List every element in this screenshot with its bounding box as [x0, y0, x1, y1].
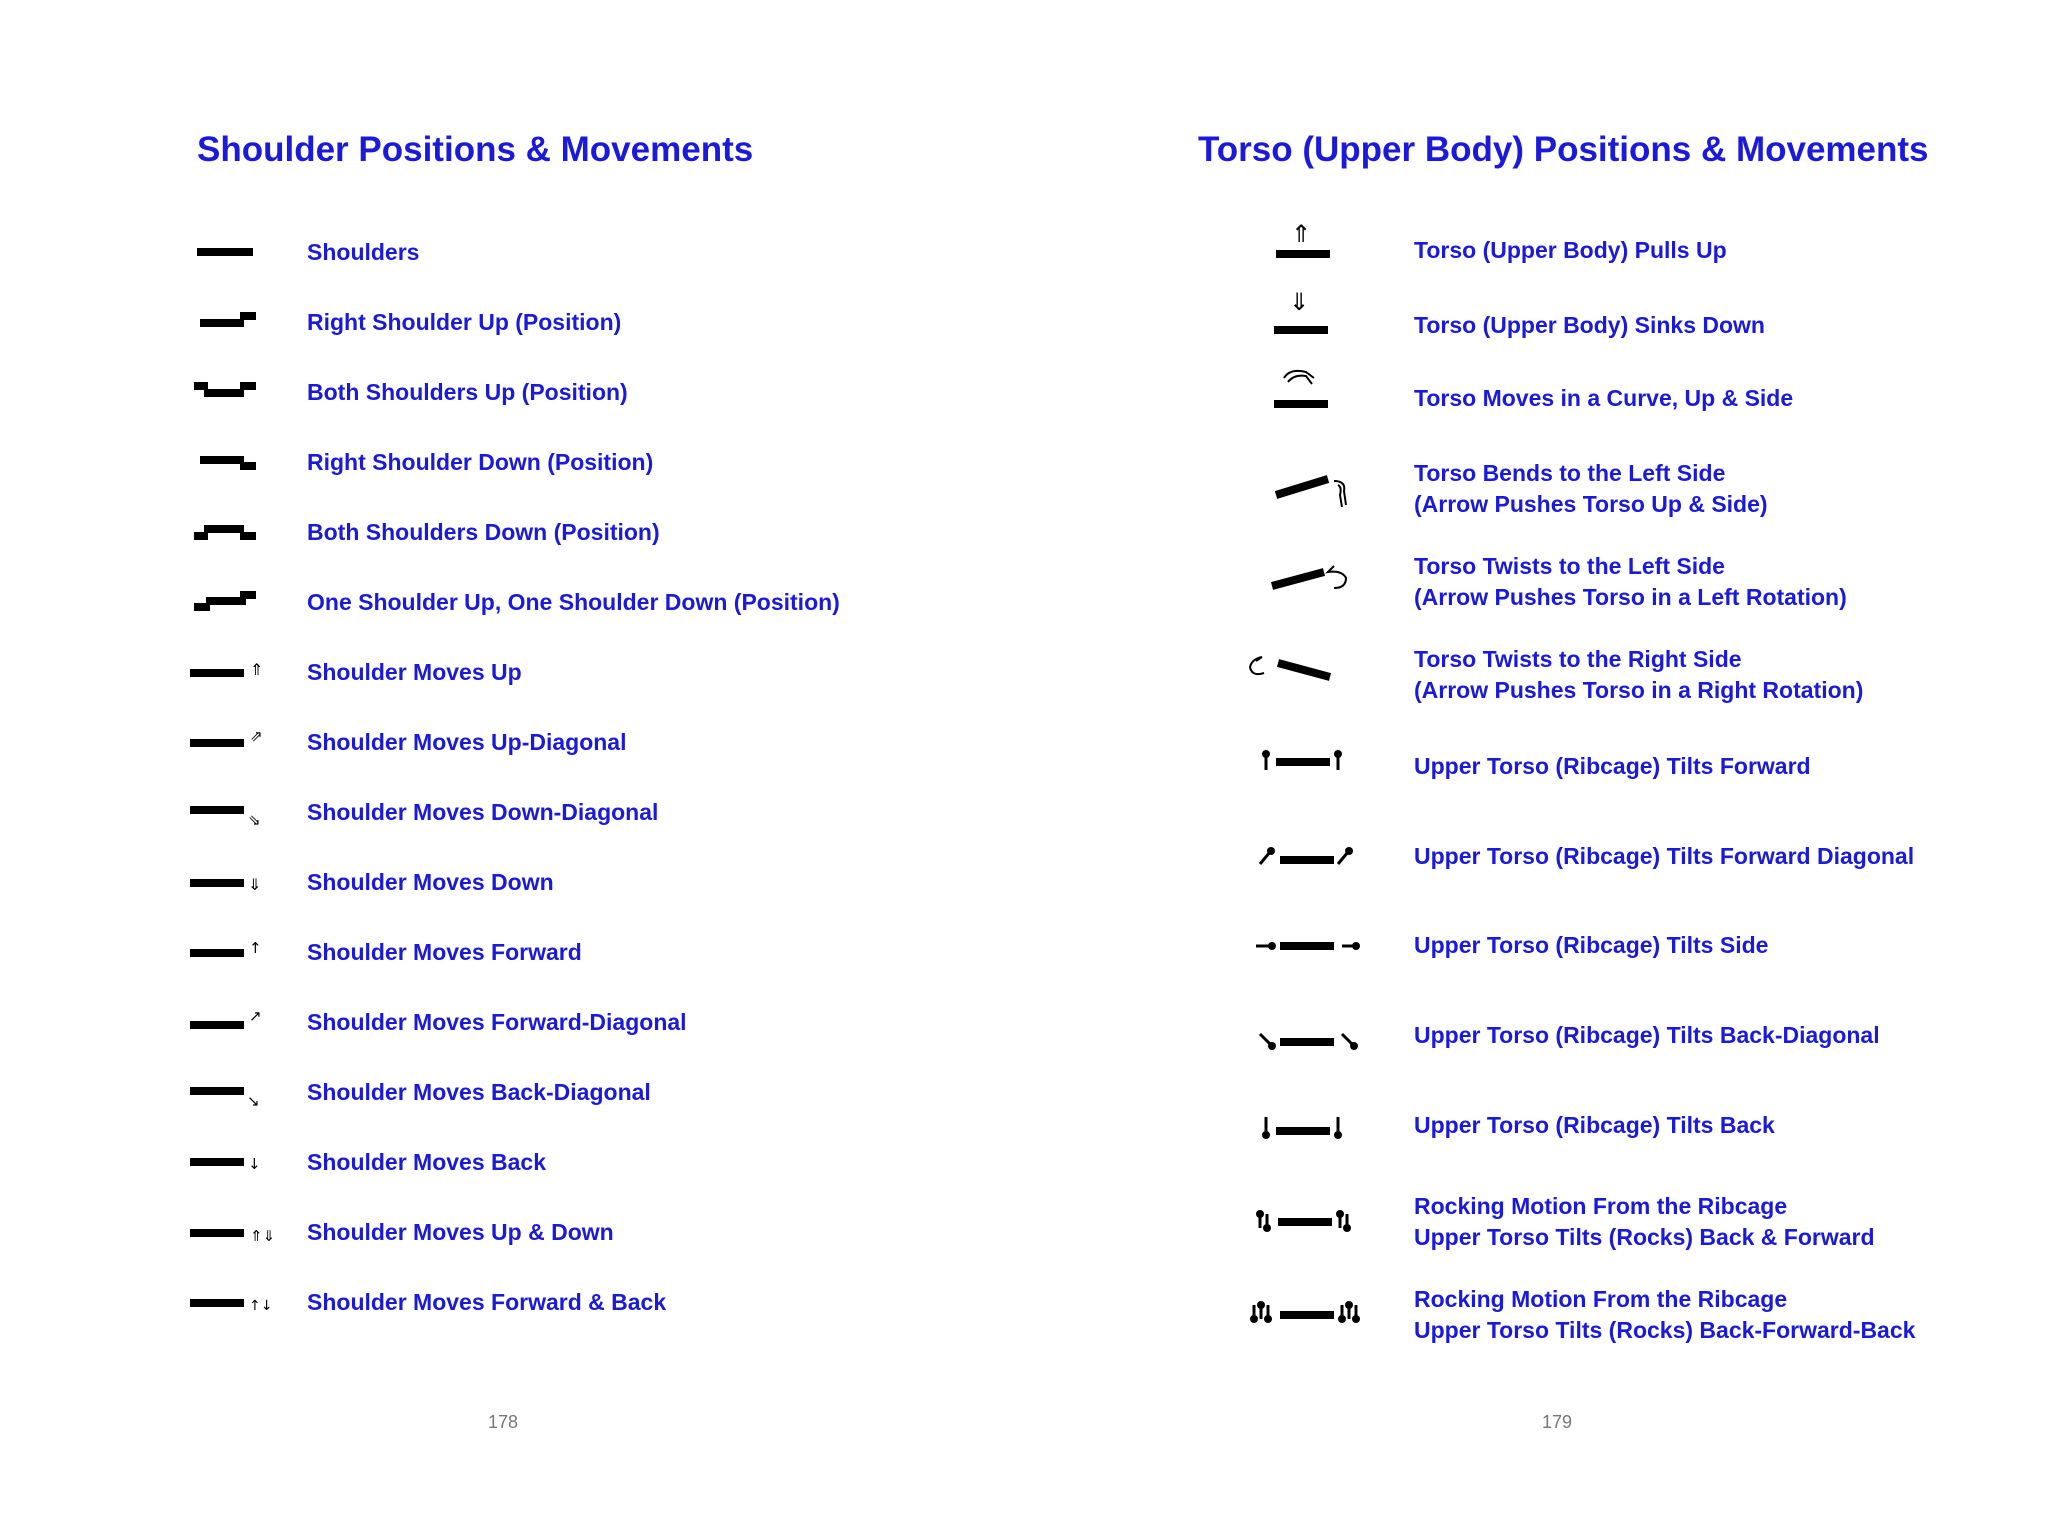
list-item — [1024, 1281, 2048, 1341]
torso-sinks-down-symbol-icon — [1234, 288, 1414, 358]
item-label: Upper Torso (Ribcage) Tilts Back — [1414, 1112, 1775, 1138]
ribcage-tilt-forward-diagonal-symbol-icon — [1234, 820, 1414, 890]
list-item — [0, 852, 1024, 912]
item-label: Upper Torso (Ribcage) Tilts Forward Diagonal — [1414, 843, 1915, 869]
list-item — [0, 572, 1024, 632]
svg-text:⇘: ⇘ — [248, 811, 261, 829]
item-label: Right Shoulder Up (Position) — [307, 309, 622, 335]
list-item — [1024, 548, 2048, 608]
list-item — [0, 1202, 1024, 1262]
shoulder-forward-back-symbol-icon — [180, 1272, 310, 1332]
list-item — [1024, 1188, 2048, 1248]
shoulder-down-diagonal-symbol-icon — [180, 782, 310, 842]
shoulder-up-down-symbol-icon — [180, 1202, 310, 1262]
list-item — [0, 642, 1024, 702]
item-label: Right Shoulder Down (Position) — [307, 449, 654, 475]
item-label: Shoulder Moves Up-Diagonal — [307, 729, 627, 755]
svg-text:↑↓: ↑↓ — [249, 1298, 273, 1314]
both-shoulders-up-symbol-icon — [180, 362, 310, 422]
right-page-title: Torso (Upper Body) Positions & Movements — [1198, 130, 1929, 169]
item-label: Torso Moves in a Curve, Up & Side — [1414, 385, 1794, 411]
left-page-title: Shoulder Positions & Movements — [197, 130, 754, 169]
item-label: Torso Twists to the Left Side (Arrow Pushes Torso in a Left Rotation) — [1414, 553, 1847, 610]
item-label: Shoulder Moves Forward & Back — [307, 1289, 667, 1315]
list-item — [0, 782, 1024, 842]
item-label: Torso Bends to the Left Side (Arrow Pushes Torso Up & Side) — [1414, 460, 1768, 517]
shoulder-forward-symbol-icon — [180, 922, 310, 982]
shoulder-up-diagonal-symbol-icon — [180, 712, 310, 772]
svg-text:⇑: ⇑ — [250, 660, 264, 679]
list-item — [0, 712, 1024, 772]
svg-text:⇑⇓: ⇑⇓ — [250, 1227, 276, 1245]
list-item — [1024, 820, 2048, 880]
svg-text:↗: ↗ — [249, 1007, 262, 1025]
ribcage-tilt-side-symbol-icon — [1234, 910, 1414, 980]
ribcage-rock-back-forward-symbol-icon — [1234, 1188, 1414, 1258]
shoulder-down-arrow-symbol-icon — [180, 852, 310, 912]
both-shoulders-down-symbol-icon — [180, 502, 310, 562]
torso-bend-left-symbol-icon — [1234, 455, 1414, 525]
item-label: Shoulder Moves Forward — [307, 939, 582, 965]
item-label: Shoulder Moves Down-Diagonal — [307, 799, 659, 825]
svg-text:⇗: ⇗ — [250, 727, 263, 745]
list-item — [1024, 455, 2048, 515]
list-item — [0, 362, 1024, 422]
right-shoulder-up-symbol-icon — [180, 292, 310, 352]
shoulder-back-diagonal-symbol-icon — [180, 1062, 310, 1122]
item-label: Shoulder Moves Up & Down — [307, 1219, 614, 1245]
list-item — [0, 1132, 1024, 1192]
item-label: Shoulder Moves Back — [307, 1149, 547, 1175]
item-label: Torso (Upper Body) Pulls Up — [1414, 237, 1727, 263]
right-shoulder-down-symbol-icon — [180, 432, 310, 492]
item-label: One Shoulder Up, One Shoulder Down (Position) — [307, 589, 840, 615]
list-item — [1024, 362, 2048, 422]
shoulder-back-symbol-icon — [180, 1132, 310, 1192]
svg-text:↓: ↓ — [248, 1155, 261, 1173]
page-number: 178 — [488, 1412, 519, 1432]
ribcage-tilt-back-diagonal-symbol-icon — [1234, 1000, 1414, 1070]
ribcage-tilt-back-symbol-icon — [1234, 1089, 1414, 1159]
list-item — [1024, 641, 2048, 701]
item-label: Shoulder Moves Forward-Diagonal — [307, 1009, 687, 1035]
list-item — [0, 1062, 1024, 1122]
one-up-one-down-symbol-icon — [180, 572, 310, 632]
svg-text:⇓: ⇓ — [1289, 288, 1310, 316]
item-label: Upper Torso (Ribcage) Tilts Side — [1414, 932, 1769, 958]
svg-text:⇑: ⇑ — [1291, 220, 1312, 248]
item-label: Upper Torso (Ribcage) Tilts Back-Diagonal — [1414, 1022, 1880, 1048]
list-item — [0, 432, 1024, 492]
torso-twist-left-symbol-icon — [1234, 548, 1414, 618]
item-label: Shoulder Moves Up — [307, 659, 522, 685]
list-item — [1024, 288, 2048, 348]
right-page — [1024, 0, 2048, 1536]
shoulders-symbol-icon — [180, 222, 310, 282]
list-item — [0, 922, 1024, 982]
list-item — [1024, 1000, 2048, 1060]
item-label: Rocking Motion From the Ribcage Upper Torso Tilts (Rocks) Back & Forward — [1414, 1193, 1875, 1250]
list-item — [0, 992, 1024, 1052]
page-number: 179 — [1542, 1412, 1573, 1432]
item-label: Shoulder Moves Back-Diagonal — [307, 1079, 651, 1105]
torso-pulls-up-symbol-icon — [1234, 220, 1414, 290]
item-label: Both Shoulders Up (Position) — [307, 379, 628, 405]
svg-text:↘: ↘ — [247, 1092, 260, 1110]
list-item — [0, 502, 1024, 562]
list-item — [1024, 730, 2048, 790]
torso-curve-symbol-icon — [1234, 362, 1414, 432]
item-label: Torso Twists to the Right Side (Arrow Pushes Torso in a Right Rotation) — [1414, 646, 1864, 703]
item-label: Shoulder Moves Down — [307, 869, 554, 895]
shoulder-up-arrow-symbol-icon — [180, 642, 310, 702]
list-item — [1024, 1089, 2048, 1149]
svg-text:⇓: ⇓ — [248, 875, 262, 894]
svg-text:↑: ↑ — [249, 939, 262, 957]
list-item — [0, 222, 1024, 282]
ribcage-tilt-forward-symbol-icon — [1234, 730, 1414, 800]
item-label: Shoulders — [307, 239, 420, 265]
torso-twist-right-symbol-icon — [1234, 641, 1414, 711]
list-item — [0, 292, 1024, 352]
shoulder-forward-diagonal-symbol-icon — [180, 992, 310, 1052]
item-label: Upper Torso (Ribcage) Tilts Forward — [1414, 753, 1811, 779]
item-label: Rocking Motion From the Ribcage Upper Torso Tilts (Rocks) Back-Forward-Back — [1414, 1286, 1916, 1343]
item-label: Torso (Upper Body) Sinks Down — [1414, 312, 1765, 338]
list-item — [1024, 910, 2048, 970]
ribcage-rock-back-forward-back-symbol-icon — [1234, 1281, 1414, 1351]
list-item — [0, 1272, 1024, 1332]
list-item — [1024, 220, 2048, 280]
item-label: Both Shoulders Down (Position) — [307, 519, 660, 545]
